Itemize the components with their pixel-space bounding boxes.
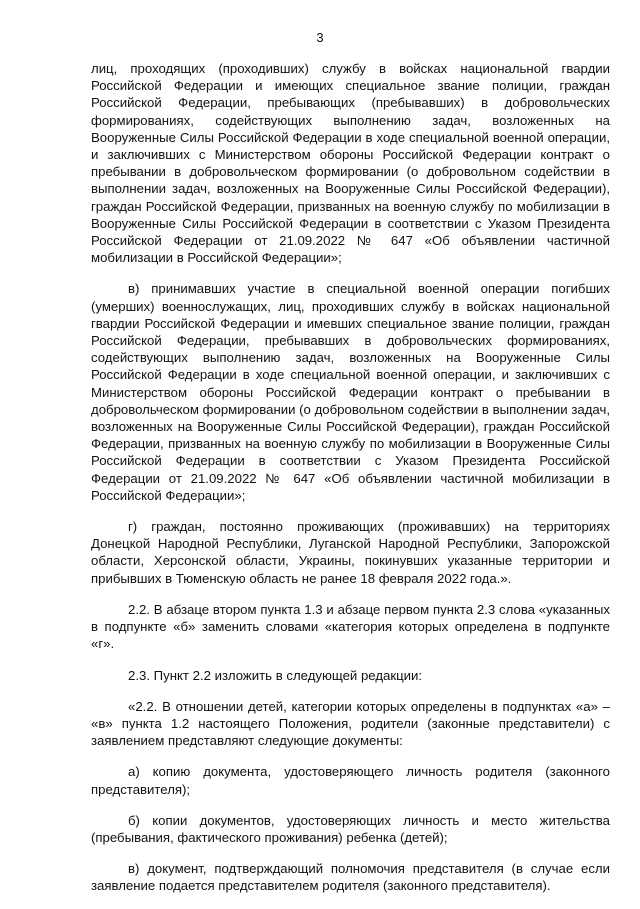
paragraph-item-2-2: 2.2. В абзаце втором пункта 1.3 и абзаце первом пункта 2.3 слова «указанных в подпункте «б» заменить словами «категория которых определена в подпункте «г». xyxy=(91,601,610,652)
document-body xyxy=(91,60,610,909)
paragraph-new-2-2: «2.2. В отношении детей, категории которых определены в подпунктах «а» – «в» пункта 1.2 настоящего Положения, родители (законные представители) с заявлением представляют следующие документы: xyxy=(91,698,610,749)
page-number: 3 xyxy=(316,30,324,45)
paragraph-subitem-v: в) принимавших участие в специальной военной операции погибших (умерших) военнослужащих, лиц, проходивших службу в войсках национальной гвардии Российской Федерации и имевших специальное звание полиции, граждан Российской Федерации, пребывавших в добровольческих формированиях, содействующих выполнению задач, возложенных на Вооруженные Силы Российской Федерации в ходе специальной военной операции, и заключивших с Министерством обороны Российской Федерации контракт о пребывании в добровольческом формировании (о добровольном содействии в выполнении задач, возложенных на Вооруженные Силы Российской Федерации), граждан Российской Федерации, призванных на военную службу по мобилизации в Вооруженные Силы Российской Федерации в соответствии с Указом Президента Российской Федерации от 21.09.2022 № 647 «Об объявлении частичной мобилизации в Российской Федерации»; xyxy=(91,281,610,503)
paragraph-doc-b: б) копии документов, удостоверяющих личность и место жительства (пребывания, фактического проживания) ребенка (детей); xyxy=(91,812,610,845)
paragraph-item-2-3: 2.3. Пункт 2.2 изложить в следующей редакции: xyxy=(128,667,423,683)
paragraph-doc-a: а) копию документа, удостоверяющего личность родителя (законного представителя); xyxy=(91,764,610,797)
paragraph-continuation: лиц, проходящих (проходивших) службу в войсках национальной гвардии Российской Федерации и имеющих специальное звание полиции, граждан Российской Федерации, пребывающих (пребывавших) в добровольческих формированиях, содействующих выполнению задач, возложенных на Вооруженные Силы Российской Федерации в ходе специальной военной операции, и заключивших с Министерством обороны Российской Федерации контракт о пребывании в добровольческом формировании (о добровольном содействии в выполнении задач, возложенных на Вооруженные Силы Российской Федерации), граждан Российской Федерации, призванных на военную службу по мобилизации в Вооруженные Силы Российской Федерации в соответствии с Указом Президента Российской Федерации от 21.09.2022 № 647 «Об объявлении частичной мобилизации в Российской Федерации»; xyxy=(91,61,610,266)
paragraph-doc-v: в) документ, подтверждающий полномочия представителя (в случае если заявление подается представителем родителя (законного представителя). xyxy=(91,861,610,894)
paragraph-subitem-g: г) граждан, постоянно проживающих (проживавших) на территориях Донецкой Народной Республики, Луганской Народной Республики, Запорожской области, Херсонской области, Украины, покинувших указанные территории и прибывших в Тюменскую область не ранее 18 февраля 2022 года.». xyxy=(91,519,610,586)
